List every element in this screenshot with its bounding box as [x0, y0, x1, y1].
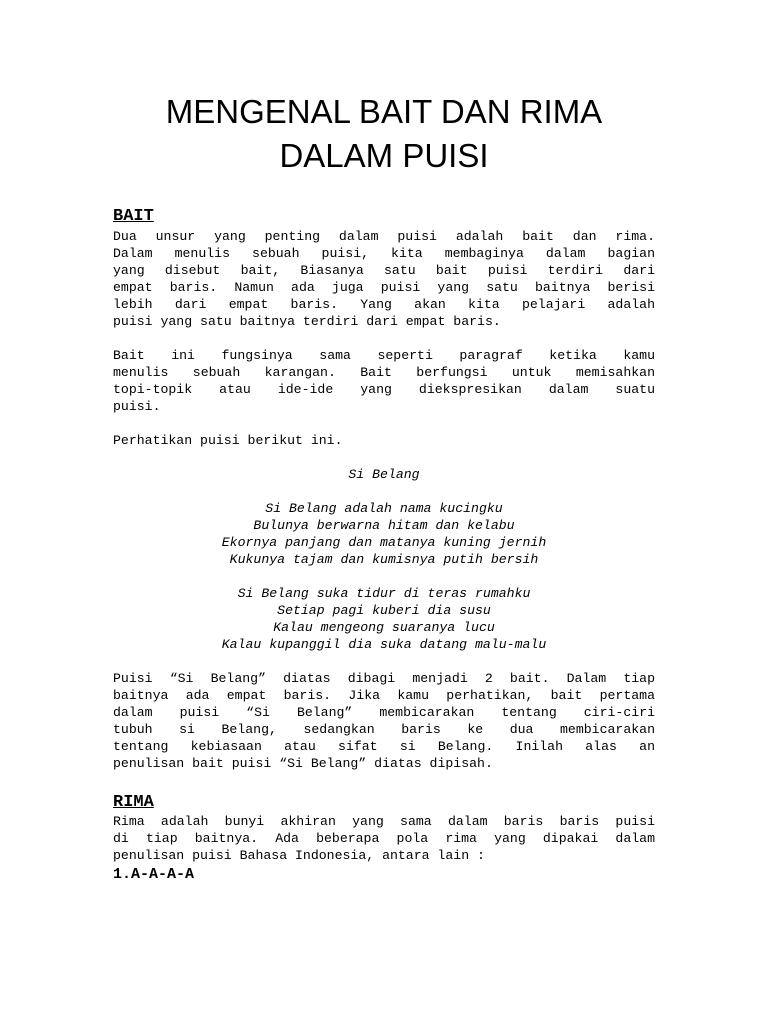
- text-line: yang disebut bait, Biasanya satu bait puisi terdiri dari: [113, 263, 655, 278]
- poem-stanza-1: [113, 500, 655, 568]
- text-line: Puisi “Si Belang” diatas dibagi menjadi 2 bait. Dalam tiap: [113, 671, 655, 686]
- poem-line: Setiap pagi kuberi dia susu: [277, 603, 491, 618]
- text-line: di tiap baitnya. Ada beberapa pola rima yang dipakai dalam: [113, 831, 655, 846]
- rhyme-pattern-1: 1.A-A-A-A: [113, 866, 195, 883]
- section-heading-rima: RIMA: [113, 793, 154, 812]
- text-line: baitnya ada empat baris. Jika kamu perhatikan, bait pertama: [113, 688, 655, 703]
- text-line: penulisan bait puisi “Si Belang” diatas dipisah.: [113, 756, 493, 771]
- text-line: menulis sebuah karangan. Bait berfungsi untuk memisahkan: [113, 365, 655, 380]
- text-line: penulisan puisi Bahasa Indonesia, antara lain :: [113, 848, 485, 863]
- text-line: topi-topik atau ide-ide yang diekspresikan dalam suatu: [113, 382, 655, 397]
- poem-title: Si Belang: [348, 467, 420, 482]
- text-line: puisi.: [113, 399, 161, 414]
- poem-line: Kukunya tajam dan kumisnya putih bersih: [229, 552, 539, 567]
- text-line: Dalam menulis sebuah puisi, kita membaginya dalam bagian: [113, 246, 655, 261]
- document-title-line-1: MENGENAL BAIT DAN RIMA: [165, 93, 603, 130]
- poem-stanza-2: [113, 585, 655, 653]
- text-line: tubuh si Belang, sedangkan baris ke dua membicarakan: [113, 722, 655, 737]
- document-title-line-2: DALAM PUISI: [279, 137, 489, 174]
- bait-paragraph-4: [113, 670, 655, 772]
- poem-line: Si Belang suka tidur di teras rumahku: [237, 586, 531, 601]
- text-line: empat baris. Namun ada juga puisi yang satu baitnya berisi: [113, 280, 655, 295]
- text-line: dalam puisi “Si Belang” membicarakan tentang ciri-ciri: [113, 705, 655, 720]
- poem-line: Ekornya panjang dan matanya kuning jernih: [221, 535, 547, 550]
- bait-paragraph-2: [113, 347, 655, 415]
- poem-line: Bulunya berwarna hitam dan kelabu: [253, 518, 515, 533]
- text-line: Dua unsur yang penting dalam puisi adalah bait dan rima.: [113, 229, 655, 244]
- bait-paragraph-1: [113, 228, 655, 330]
- poem-line: Si Belang adalah nama kucingku: [265, 501, 503, 516]
- rima-paragraph-1: [113, 813, 655, 864]
- section-heading-bait: BAIT: [113, 207, 154, 226]
- text-line: puisi yang satu baitnya terdiri dari empat baris.: [113, 314, 501, 329]
- text-line: lebih dari empat baris. Yang akan kita pelajari adalah: [113, 297, 655, 312]
- text-line: Bait ini fungsinya sama seperti paragraf ketika kamu: [113, 348, 655, 363]
- text-line: Rima adalah bunyi akhiran yang sama dalam baris baris puisi: [113, 814, 655, 829]
- bait-paragraph-3: [113, 432, 655, 449]
- text-line: Perhatikan puisi berikut ini.: [113, 433, 343, 448]
- text-line: tentang kebiasaan atau sifat si Belang. Inilah alas an: [113, 739, 655, 754]
- poem-line: Kalau mengeong suaranya lucu: [273, 620, 495, 635]
- poem-line: Kalau kupanggil dia suka datang malu-malu: [221, 637, 547, 652]
